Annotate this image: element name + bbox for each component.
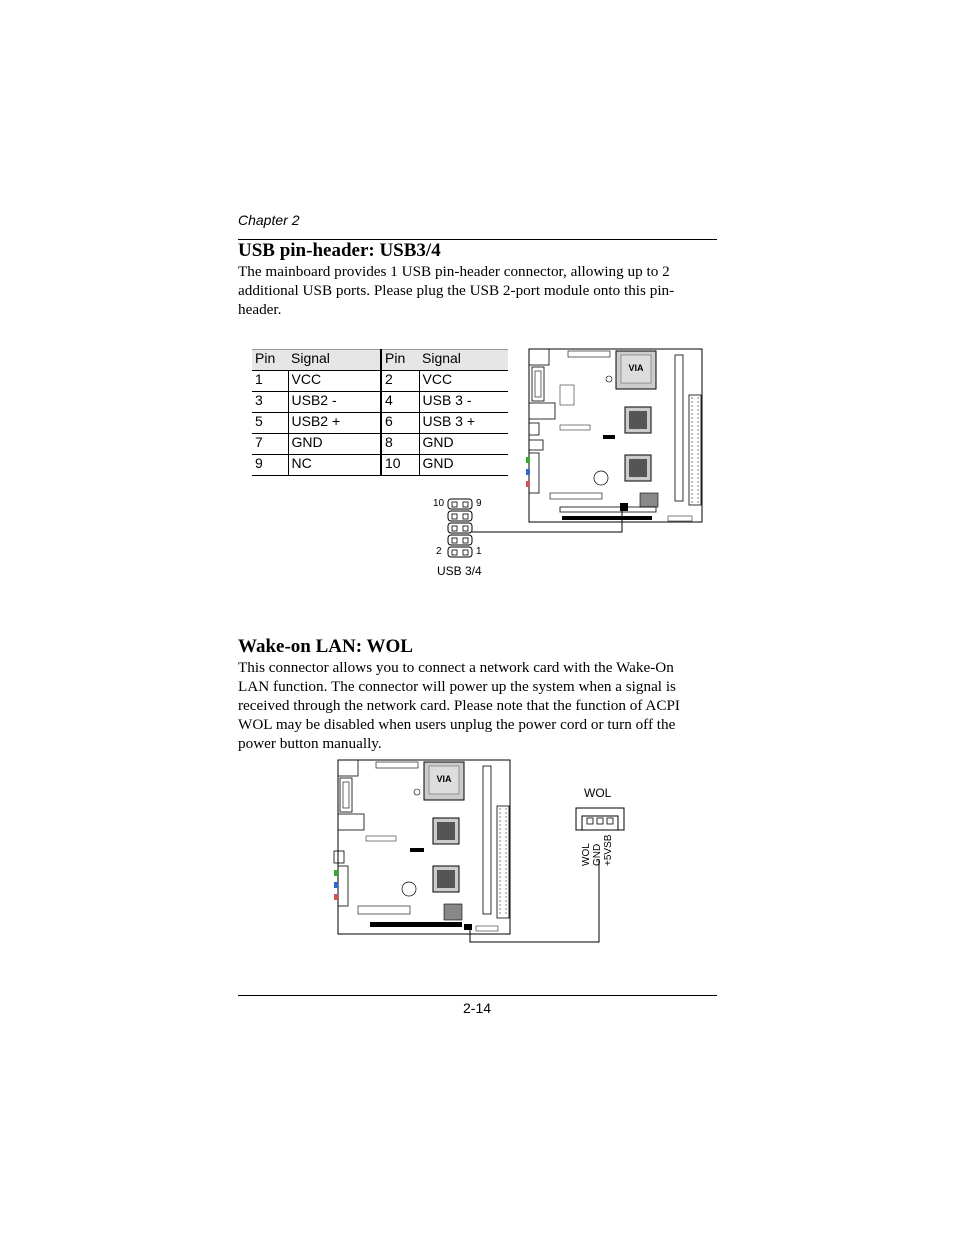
wol-description: This connector allows you to connect a network card with the Wake-On LAN function. The connector will power up the system when a signal is received through the network card. Please note that the function of ACPI WOL may be disabled when users unplug the power cord or turn off the power button manually. (238, 659, 680, 752)
table-cell: 6 (381, 413, 419, 434)
usb-header-caption: USB 3/4 (437, 564, 482, 578)
wol-pin-label: WOL (581, 843, 592, 866)
table-cell: 2 (381, 371, 419, 392)
table-cell: VCC (288, 371, 381, 392)
footer-rule (238, 995, 717, 996)
table-row (252, 434, 508, 455)
table-header-signal: Signal (288, 350, 381, 371)
table-row (252, 455, 508, 476)
wol-connector-diagram (574, 806, 626, 832)
table-cell: 1 (252, 371, 288, 392)
table-cell: 5 (252, 413, 288, 434)
usb-header-diagram (446, 496, 626, 562)
usb-section-title: USB pin-header: USB3/4 (238, 240, 441, 261)
table-cell: USB2 - (288, 392, 381, 413)
table-cell: GND (419, 434, 508, 455)
table-header-pin: Pin (252, 350, 288, 371)
5vsb-pin-label: +5VSB (603, 834, 614, 866)
pin-label-1: 1 (476, 546, 482, 557)
table-cell: USB2 + (288, 413, 381, 434)
table-cell: 3 (252, 392, 288, 413)
page-number: 2-14 (463, 1000, 492, 1016)
table-cell: USB 3 - (419, 392, 508, 413)
svg-text:VIA: VIA (436, 774, 452, 784)
table-cell: 4 (381, 392, 419, 413)
usb-pin-table (252, 349, 508, 476)
table-cell: USB 3 + (419, 413, 508, 434)
table-header-signal: Signal (419, 350, 508, 371)
wol-connector-label: WOL (584, 786, 612, 800)
pin-label-10: 10 (433, 498, 445, 509)
table-cell: GND (288, 434, 381, 455)
table-row (252, 413, 508, 434)
table-cell: NC (288, 455, 381, 476)
wol-section-title: Wake-on LAN: WOL (238, 636, 413, 657)
table-row (252, 371, 508, 392)
table-cell: 9 (252, 455, 288, 476)
motherboard-diagram-wol (330, 756, 610, 946)
pin-label-2: 2 (436, 546, 442, 557)
table-cell: 10 (381, 455, 419, 476)
table-header-pin: Pin (381, 350, 419, 371)
gnd-pin-label: GND (592, 843, 603, 866)
table-cell: 8 (381, 434, 419, 455)
table-row (252, 392, 508, 413)
table-header-row (252, 350, 508, 371)
chapter-label: Chapter 2 (238, 212, 300, 228)
table-cell: GND (419, 455, 508, 476)
svg-text:VIA: VIA (628, 363, 644, 373)
table-cell: VCC (419, 371, 508, 392)
usb-description: The mainboard provides 1 USB pin-header connector, allowing up to 2 additional USB ports. Please plug the USB 2-port module onto this pin-header. (238, 263, 675, 318)
table-cell: 7 (252, 434, 288, 455)
pin-label-9: 9 (476, 498, 482, 509)
